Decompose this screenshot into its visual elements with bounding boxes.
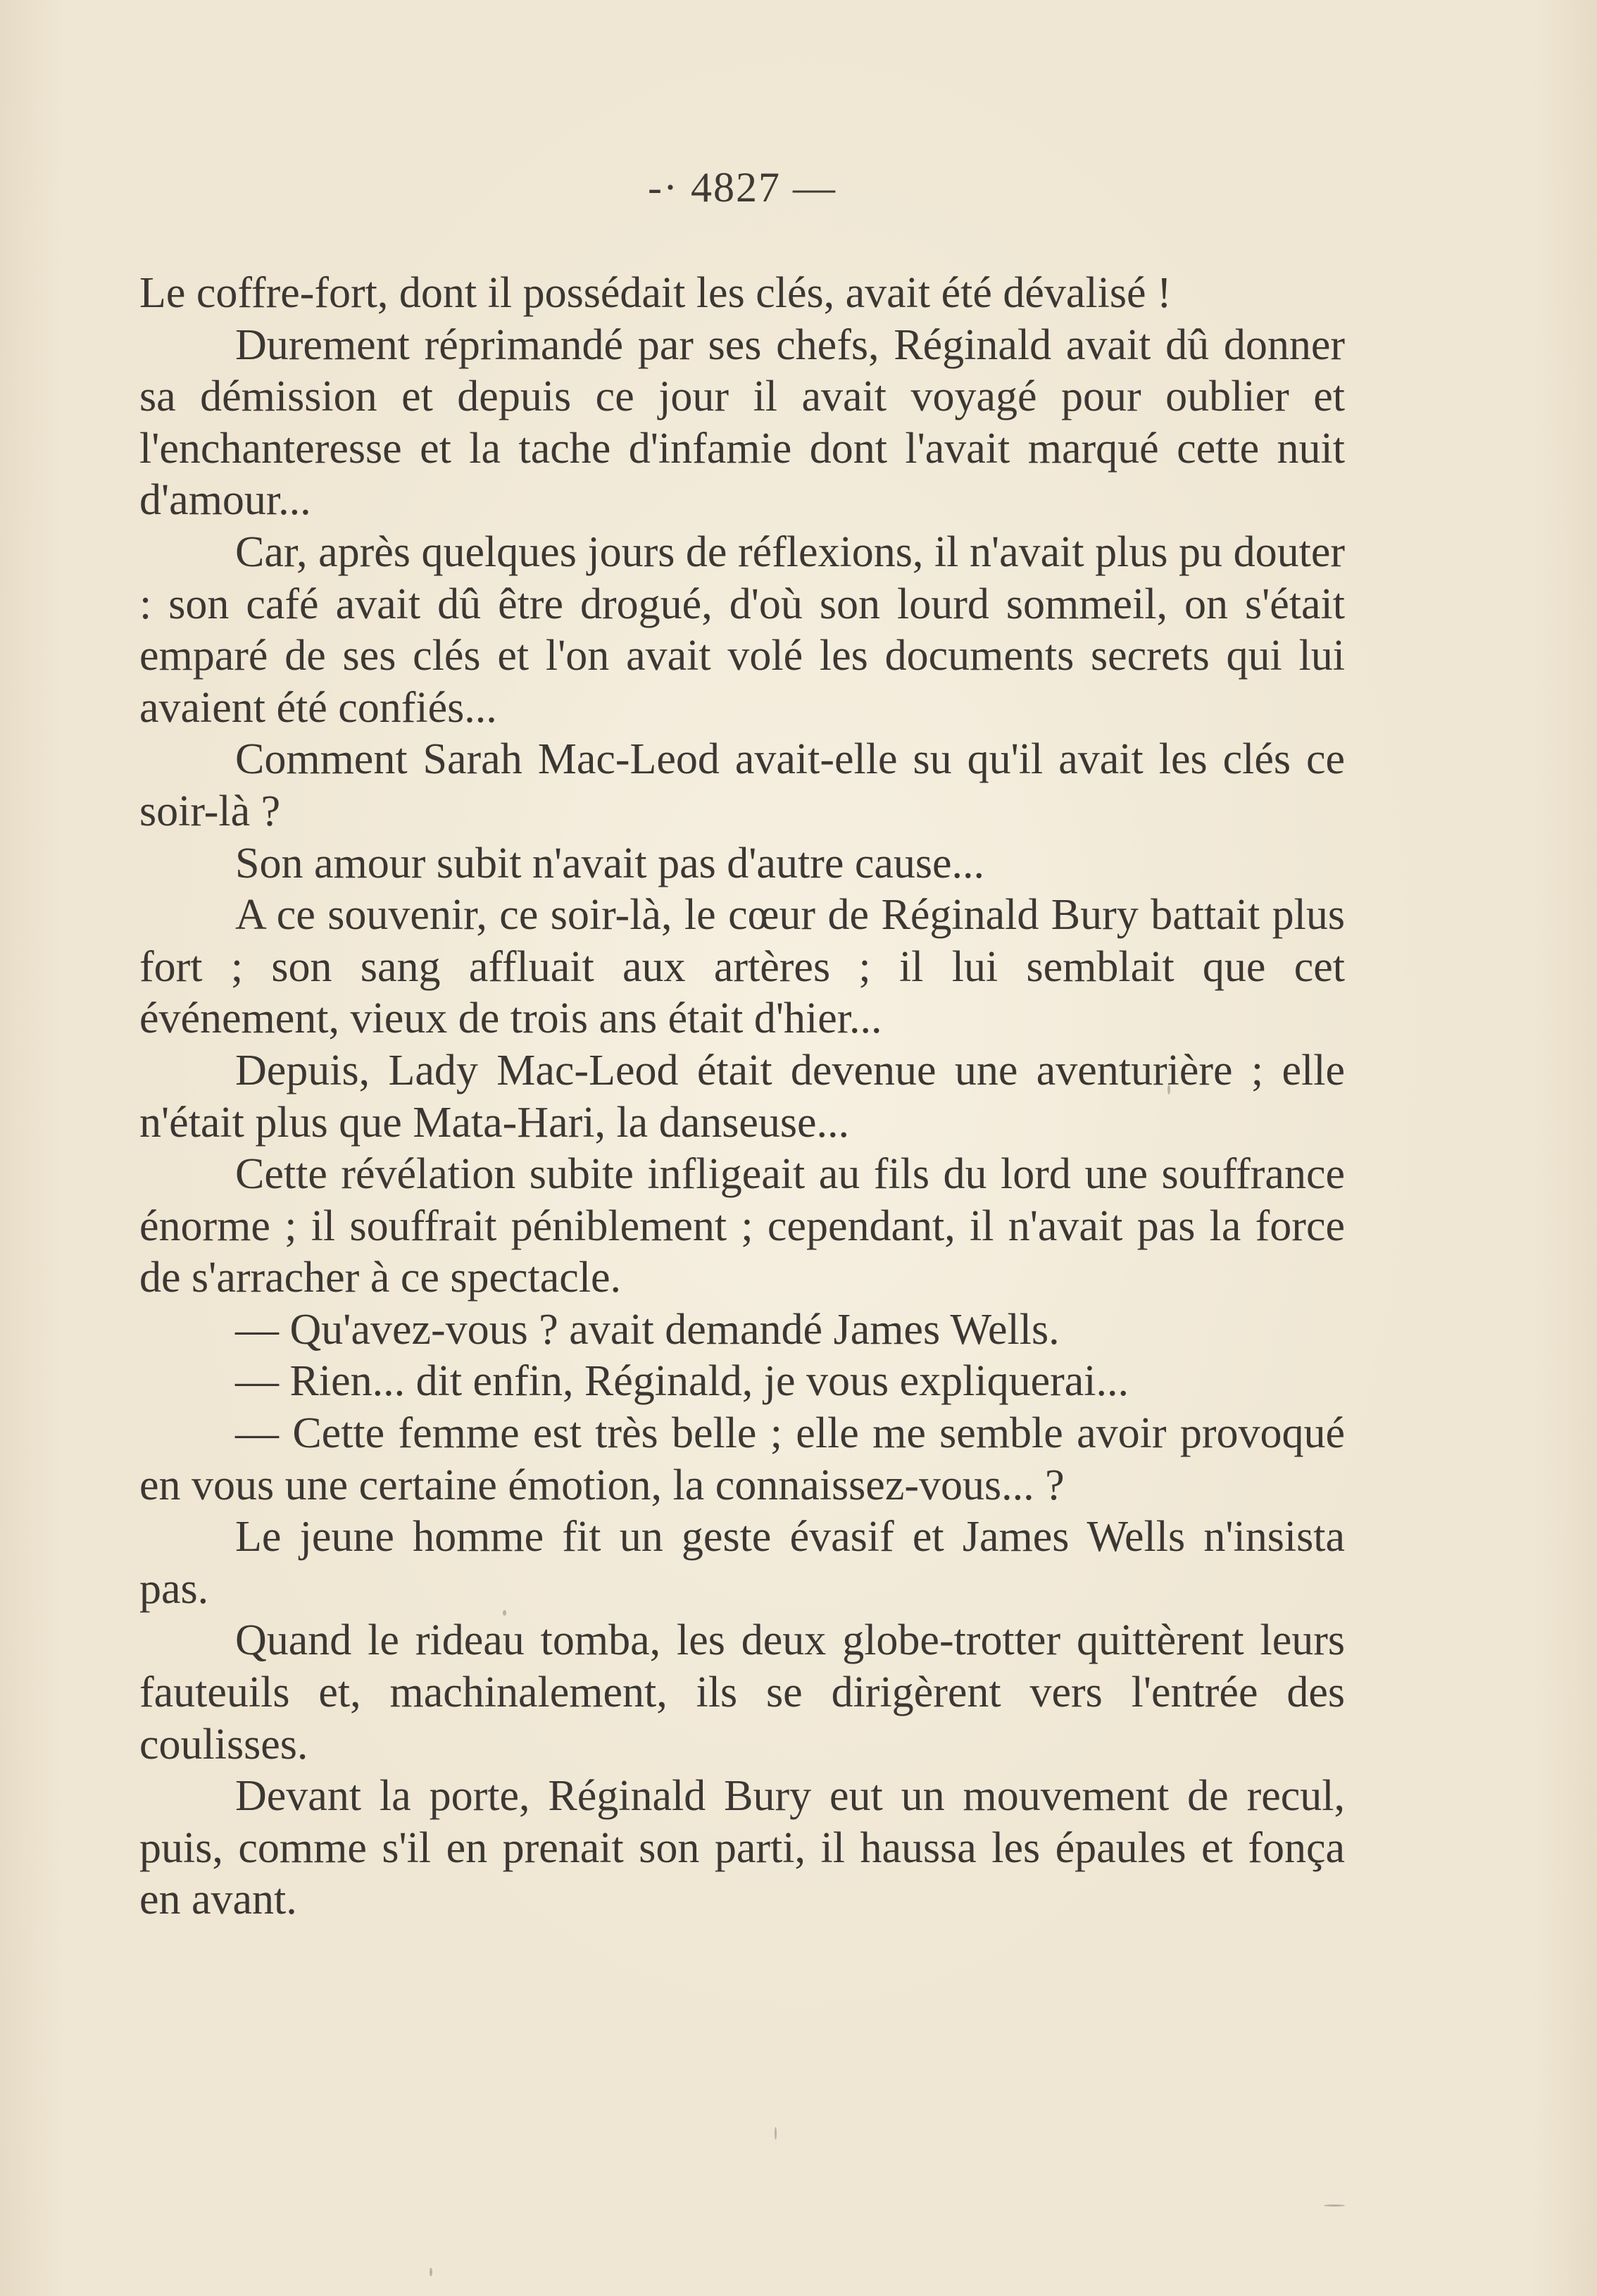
paper-speckle [775,2127,777,2140]
paper-speckle [1324,2204,1345,2207]
paragraph: Son amour subit n'avait pas d'autre cause... [235,839,985,887]
paper-speckle [503,1610,506,1616]
dialogue-line: — Cette femme est très belle ; elle me semble avoir provoqué en vous une certaine émotion, la connaissez-vous... ? [139,1409,1345,1509]
body-text [139,268,1345,1926]
paragraph: Durement réprimandé par ses chefs, Réginald avait dû donner sa démission et depuis ce jour il avait voyagé pour oublier et l'enchanteresse et la tache d'infamie dont l'avait marqué cette nuit d'amour... [139,320,1345,525]
dialogue-line: — Rien... dit enfin, Réginald, je vous expliquerai... [235,1357,1129,1406]
paragraph: Comment Sarah Mac-Leod avait-elle su qu'il avait les clés ce soir-là ? [139,735,1345,835]
paragraph: Car, après quelques jours de réflexions, il n'avait plus pu douter : son café avait dû être drogué, d'où son lourd sommeil, on s'était emparé de ses clés et l'on avait volé les documents secrets qui lui avaient été confiés... [139,528,1345,732]
dialogue-line: — Qu'avez-vous ? avait demandé James Wells. [235,1305,1060,1354]
paragraph: Quand le rideau tomba, les deux globe-trotter quittèrent leurs fauteuils et, machinalement, ils se dirigèrent vers l'entrée des coulisses. [139,1616,1345,1768]
paragraph: Cette révélation subite infligeait au fils du lord une souffrance énorme ; il souffrait péniblement ; cependant, il n'avait pas la force de s'arracher à ce spectacle. [139,1150,1345,1302]
paper-speckle [1167,1085,1170,1094]
page-number: -· 4827 — [648,164,837,211]
paragraph: A ce souvenir, ce soir-là, le cœur de Réginald Bury battait plus fort ; son sang affluait aux artères ; il lui semblait que cet événement, vieux de trois ans était d'hier... [139,891,1345,1043]
paper-speckle [430,2268,432,2276]
paragraph: Le coffre-fort, dont il possédait les clés, avait été dévalisé ! [139,269,1172,317]
paragraph: Le jeune homme fit un geste évasif et James Wells n'insista pas. [139,1513,1345,1613]
paragraph: Depuis, Lady Mac-Leod était devenue une aventurière ; elle n'était plus que Mata-Hari, la danseuse... [139,1046,1345,1147]
paragraph: Devant la porte, Réginald Bury eut un mouvement de recul, puis, comme s'il en prenait son parti, il haussa les épaules et fonça en avant. [139,1772,1345,1924]
